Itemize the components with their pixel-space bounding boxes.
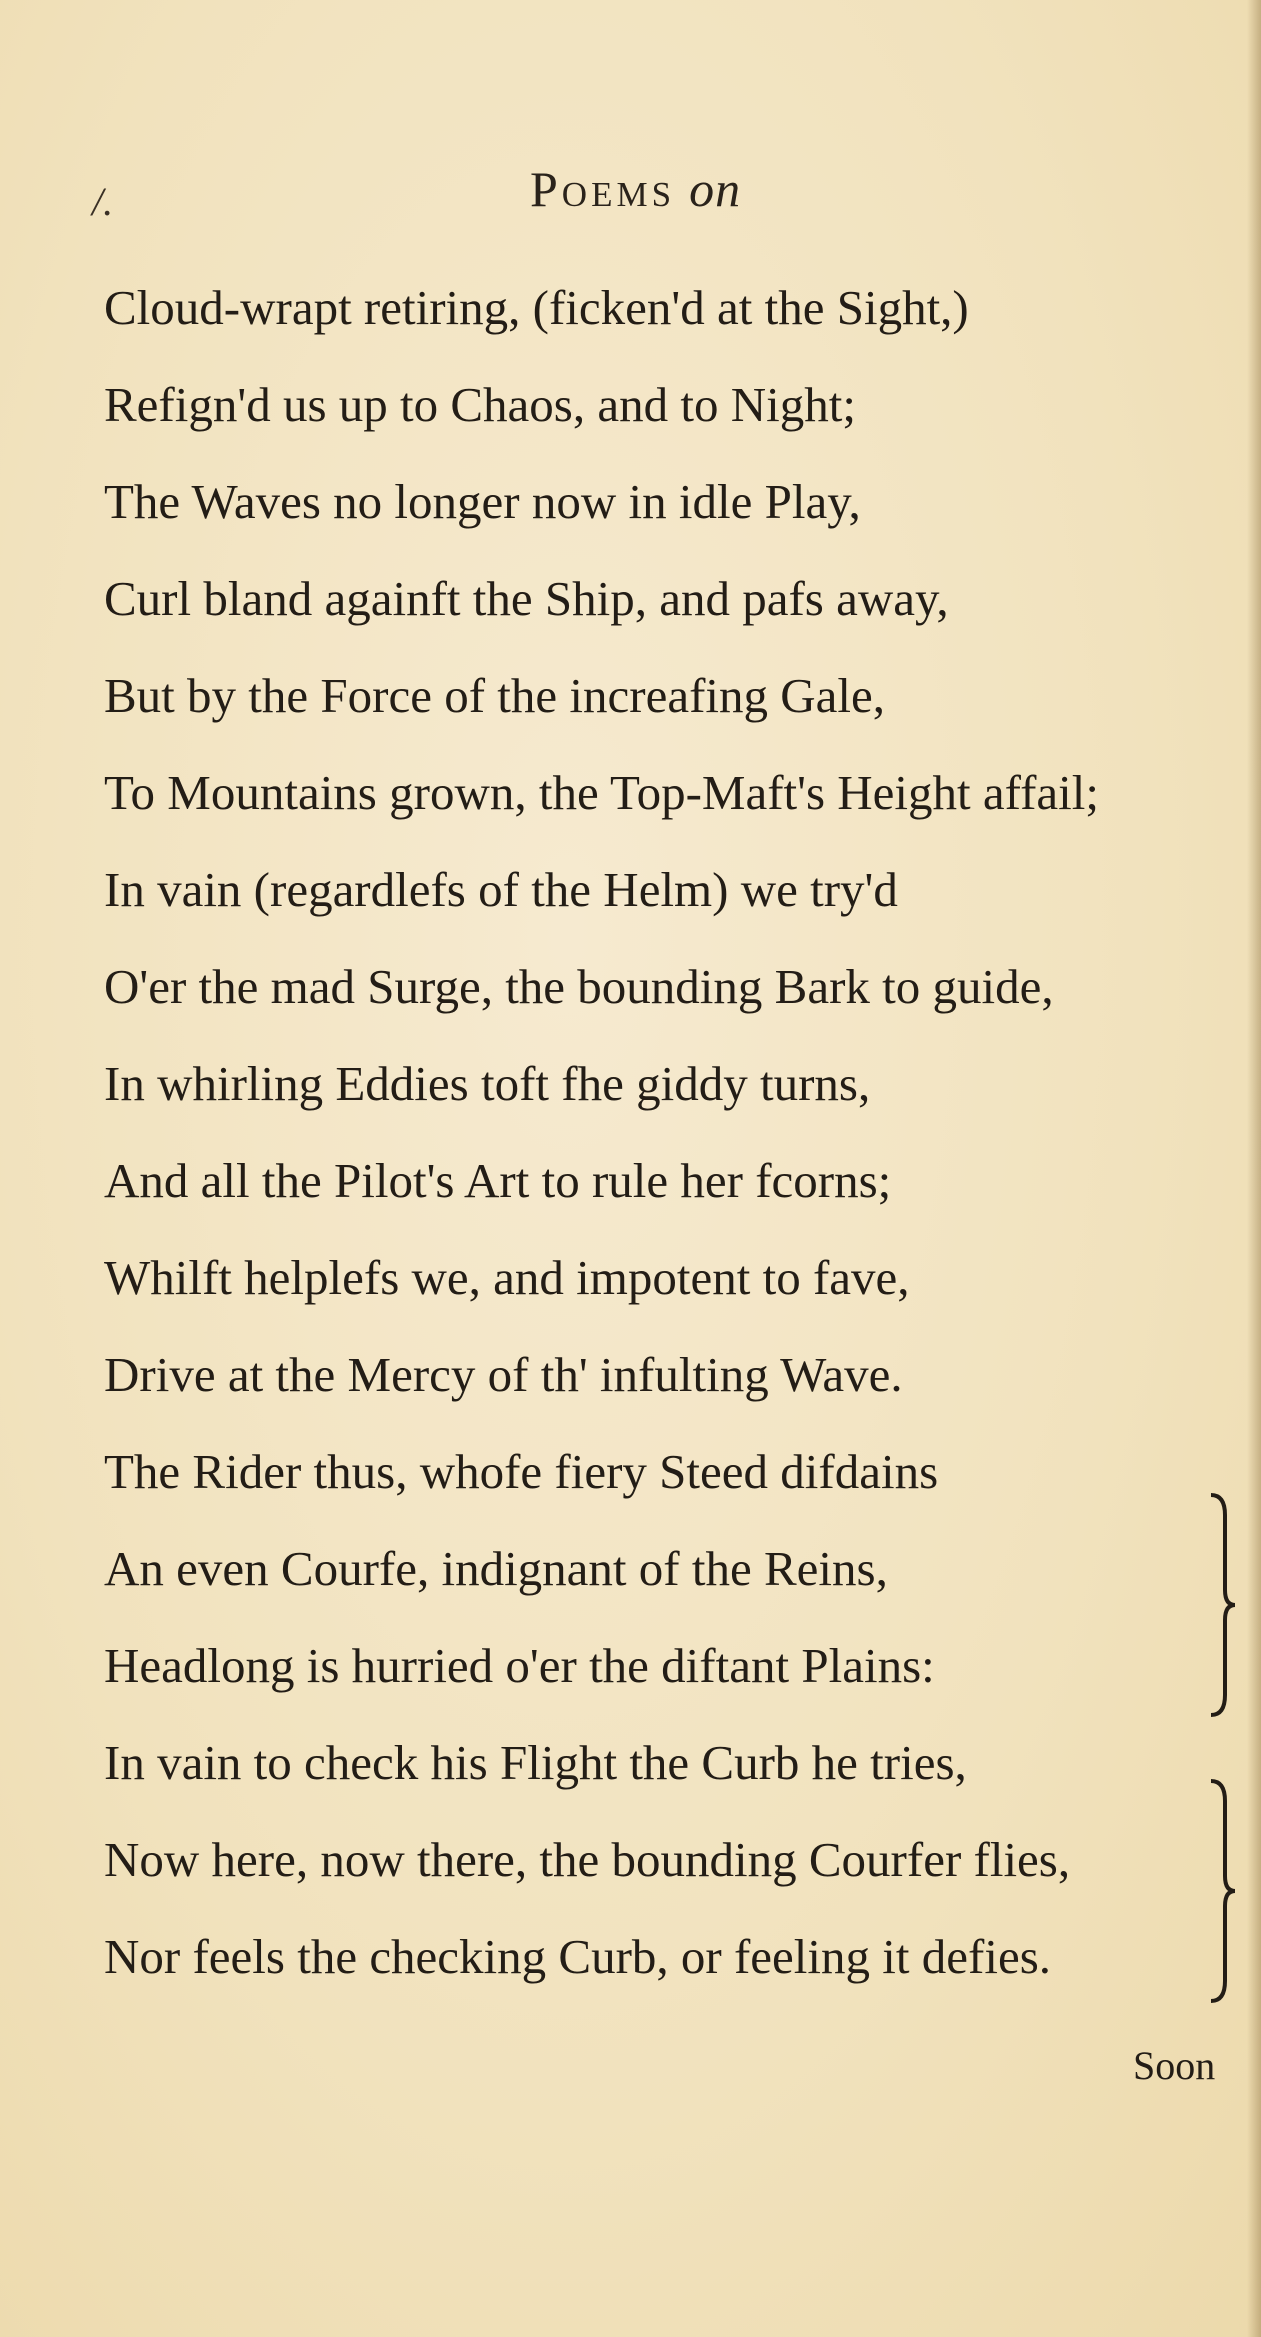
running-head-title: Poems bbox=[530, 161, 676, 217]
poem-line: Whilft helplefs we, and impotent to fave, bbox=[104, 1250, 910, 1305]
poem-line: O'er the mad Surge, the bounding Bark to guide, bbox=[104, 959, 1054, 1014]
running-head bbox=[530, 160, 741, 218]
poem-line: The Rider thus, whofe fiery Steed difdains bbox=[104, 1444, 939, 1499]
poem-line: Headlong is hurried o'er the diftant Plains: bbox=[104, 1638, 935, 1693]
poem-line: Curl bland againft the Ship, and pafs away, bbox=[104, 571, 949, 626]
page-edge-shadow bbox=[1247, 0, 1261, 2337]
poem-line: And all the Pilot's Art to rule her fcorns; bbox=[104, 1153, 892, 1208]
triplet-brace-icon bbox=[1205, 1776, 1239, 2006]
catchword: Soon bbox=[1133, 2043, 1216, 2088]
poem-line: Cloud-wrapt retiring, (ficken'd at the Sight,) bbox=[104, 280, 969, 335]
poem-line: In whirling Eddies toft fhe giddy turns, bbox=[104, 1056, 871, 1111]
triplet-brace-icon bbox=[1205, 1490, 1239, 1720]
poem-line: Nor feels the checking Curb, or feeling it defies. bbox=[104, 1929, 1052, 1984]
page-mark: /. bbox=[92, 179, 114, 224]
poem-line: Drive at the Mercy of th' infulting Wave. bbox=[104, 1347, 903, 1402]
poem-line: To Mountains grown, the Top-Maft's Height affail; bbox=[104, 765, 1099, 820]
poem-line: But by the Force of the increafing Gale, bbox=[104, 668, 886, 723]
poem-line: An even Courfe, indignant of the Reins, bbox=[104, 1541, 888, 1596]
running-head-italic: on bbox=[689, 161, 742, 217]
poem-line: Now here, now there, the bounding Courfer flies, bbox=[104, 1832, 1071, 1887]
poem-line: In vain (regardlefs of the Helm) we try'd bbox=[104, 862, 898, 917]
poem-line: Refign'd us up to Chaos, and to Night; bbox=[104, 377, 856, 432]
poem-line: The Waves no longer now in idle Play, bbox=[104, 474, 861, 529]
poem-line: In vain to check his Flight the Curb he tries, bbox=[104, 1735, 967, 1790]
